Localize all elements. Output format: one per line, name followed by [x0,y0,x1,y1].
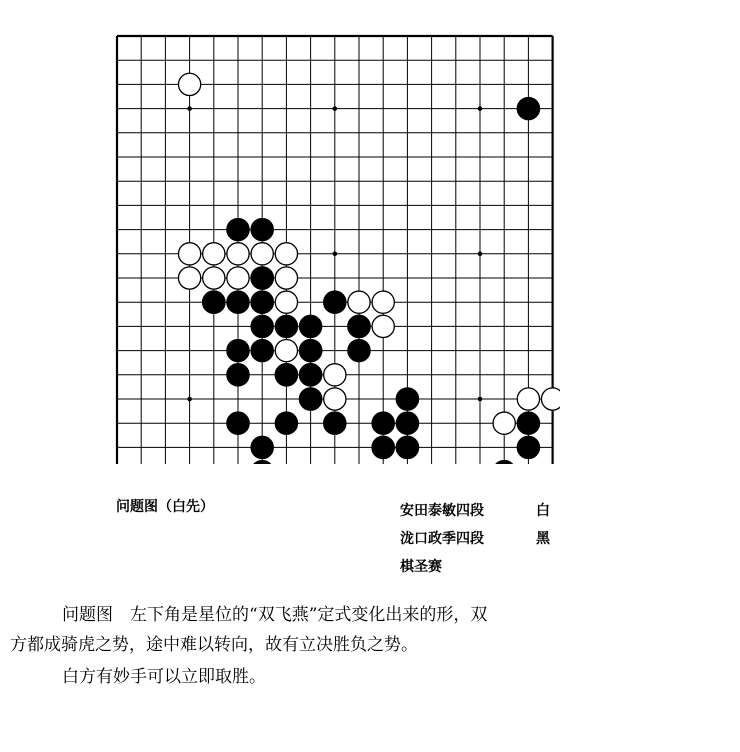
black-stone [275,315,297,337]
white-stone [275,339,297,361]
black-stone [324,291,346,313]
problem-label: 问题图（白先） [116,499,214,515]
black-stone [251,460,273,464]
black-stone [227,218,249,240]
black-stone [227,291,249,313]
black-stone [396,388,418,410]
black-stone [372,436,394,458]
white-stone [178,73,200,95]
white-stone [324,388,346,410]
star-point [187,397,192,402]
black-stone [324,412,346,434]
black-stone [251,291,273,313]
black-stone [517,436,539,458]
white-stone [227,243,249,265]
star-point [478,106,483,111]
white-stone [251,243,273,265]
white-stone [178,243,200,265]
black-stone [348,339,370,361]
white-stone [493,412,515,434]
white-stone [203,243,225,265]
black-stone [299,315,321,337]
black-stone [348,315,370,337]
black-stone [251,218,273,240]
black-stone [396,436,418,458]
black-stone [275,364,297,386]
player-white-name: 安田泰敏四段 [400,503,484,519]
white-stone [275,267,297,289]
white-stone [372,315,394,337]
black-stone [372,412,394,434]
black-stone [299,364,321,386]
black-stone [396,412,418,434]
white-stone [541,388,560,410]
player-black-color: 黑 [536,531,550,547]
go-board [110,28,560,464]
black-stone [203,291,225,313]
white-stone [324,364,346,386]
description-line-3: 白方有妙手可以立即取胜。 [62,667,266,687]
black-stone [299,339,321,361]
white-stone [275,291,297,313]
player-black-name: 泷口政季四段 [400,531,484,547]
black-stone [517,97,539,119]
star-point [478,252,483,257]
black-stone [227,412,249,434]
black-stone [517,412,539,434]
white-stone [227,267,249,289]
player-white-color: 白 [536,503,550,519]
star-point [187,106,192,111]
player-black-line [400,528,550,548]
white-stone [203,267,225,289]
go-board-svg [110,28,560,464]
black-stone [251,339,273,361]
white-stone [275,243,297,265]
star-point [333,106,338,111]
player-white-line [400,500,550,520]
star-point [333,252,338,257]
white-stone [348,291,370,313]
black-stone [251,267,273,289]
black-stone [251,436,273,458]
black-stone [227,364,249,386]
description-line-1: 问题图 左下角是星位的“双飞燕”定式变化出来的形，双 [62,605,488,625]
black-stone [227,339,249,361]
white-stone [372,291,394,313]
black-stone [275,412,297,434]
description-line-2: 方都成骑虎之势，途中难以转向，故有立决胜负之势。 [10,635,418,655]
black-stone [299,388,321,410]
event-name: 棋圣赛 [400,559,442,575]
black-stone [493,460,515,464]
white-stone [517,388,539,410]
white-stone [178,267,200,289]
black-stone [251,315,273,337]
star-point [478,397,483,402]
